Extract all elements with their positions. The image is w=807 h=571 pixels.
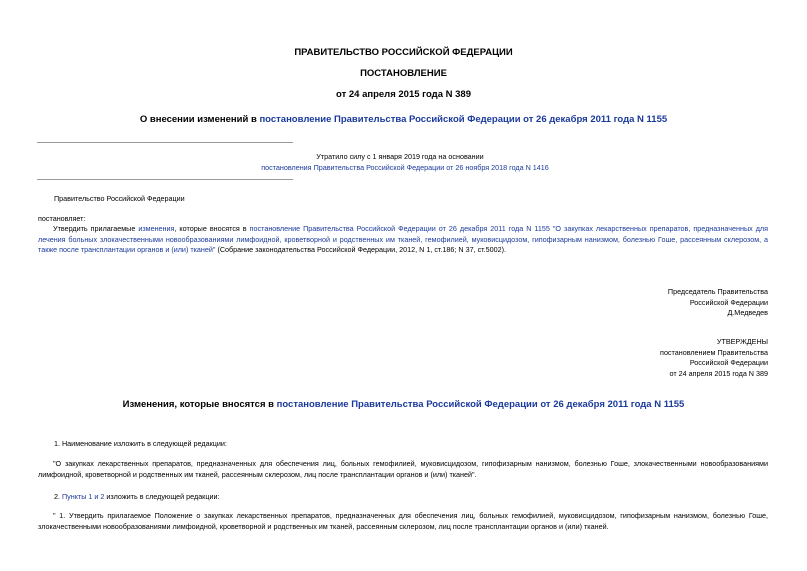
title-prefix: О внесении изменений в: [139, 114, 260, 125]
issuer: Правительство Российской Федерации: [54, 194, 185, 203]
p1-text-a: Утвердить прилагаемые: [53, 224, 139, 233]
quote-1: "О закупках лекарственных препаратов, предназначенных для обеспечения лиц, больных гемофилией, муковисцидозом, гипофизарным нанизмом, болезнью Гоше, злокачественными новообразованиями лимфоидной, кроветворной и родственных им тканей, рассеянным склерозом, лиц после трансплантации органов и (или) тканей".: [38, 459, 768, 479]
changes-heading: [0, 399, 807, 410]
signature-block: [568, 287, 768, 319]
government-name: ПРАВИТЕЛЬСТВО РОССИЙСКОЙ ФЕДЕРАЦИИ: [294, 47, 513, 58]
item-2-prefix: 2.: [54, 492, 62, 501]
paragraph-1: [38, 224, 768, 256]
approval-block: [568, 337, 768, 379]
signature-org: Российской Федерации: [689, 297, 768, 307]
item-2: [54, 492, 219, 503]
document-type: ПОСТАНОВЛЕНИЕ: [360, 68, 447, 79]
points-link[interactable]: Пункты 1 и 2: [62, 492, 105, 501]
p1-text-b: , которые вносятся в: [174, 224, 250, 233]
decree-1155-link[interactable]: постановление Правительства Российской Федерации от 26 декабря 2011 года N 1155 "О закупках лекарственных препаратов, предназначенных для лечения больных злокачественными новообразованиями лимфоидной, кроветворной и родственных им тканей, гемофилией, муковисцидозом, гипофизарным нанизмом, болезнью Гоше, рассеянным склерозом, а также после трансплантации органов и (или) тканей": [38, 224, 768, 255]
decrees-word: постановляет:: [38, 214, 86, 223]
title-link[interactable]: постановление Правительства Российской Федерации от 26 декабря 2011 года N 1155: [259, 114, 668, 125]
approval-line-2: постановлением Правительства: [660, 347, 768, 357]
document-title: [0, 114, 807, 125]
signature-name: Д.Медведев: [727, 308, 768, 318]
item-2-suffix: изложить в следующей редакции:: [104, 492, 220, 501]
signature-position: Председатель Правительства: [667, 287, 768, 296]
changes-link[interactable]: изменения: [138, 224, 175, 233]
p1-text-c: (Собрание законодательства Российской Федерации, 2012, N 1, ст.186; N 37, ст.5002).: [215, 245, 507, 255]
item-1: 1. Наименование изложить в следующей редакции:: [54, 439, 227, 448]
status-link[interactable]: постановления Правительства Российской Федерации от 26 ноября 2018 года N 1416: [261, 163, 549, 172]
changes-heading-link[interactable]: постановление Правительства Российской Федерации от 26 декабря 2011 года N 1155: [276, 399, 685, 410]
divider-bottom: [37, 179, 293, 180]
divider-top: [37, 142, 293, 143]
changes-heading-prefix: Изменения, которые вносятся в: [122, 399, 277, 410]
approval-line-4: от 24 апреля 2015 года N 389: [669, 368, 768, 378]
approval-title: УТВЕРЖДЕНЫ: [716, 337, 768, 346]
status-note: Утратило силу с 1 января 2019 года на основании: [316, 152, 484, 161]
document-date-number: от 24 апреля 2015 года N 389: [336, 89, 471, 100]
quote-2: " 1. Утвердить прилагаемое Положение о закупках лекарственных препаратов, предназначенных для обеспечения лиц, больных гемофилией, муковисцидозом, гипофизарным нанизмом, болезнью Гоше, злокачественными новообразованиями лимфоидной, кроветворной и родственных им тканей, рассеянным склерозом, лиц после трансплантации органов и (или) тканей.: [38, 511, 768, 531]
approval-line-3: Российской Федерации: [689, 358, 768, 368]
